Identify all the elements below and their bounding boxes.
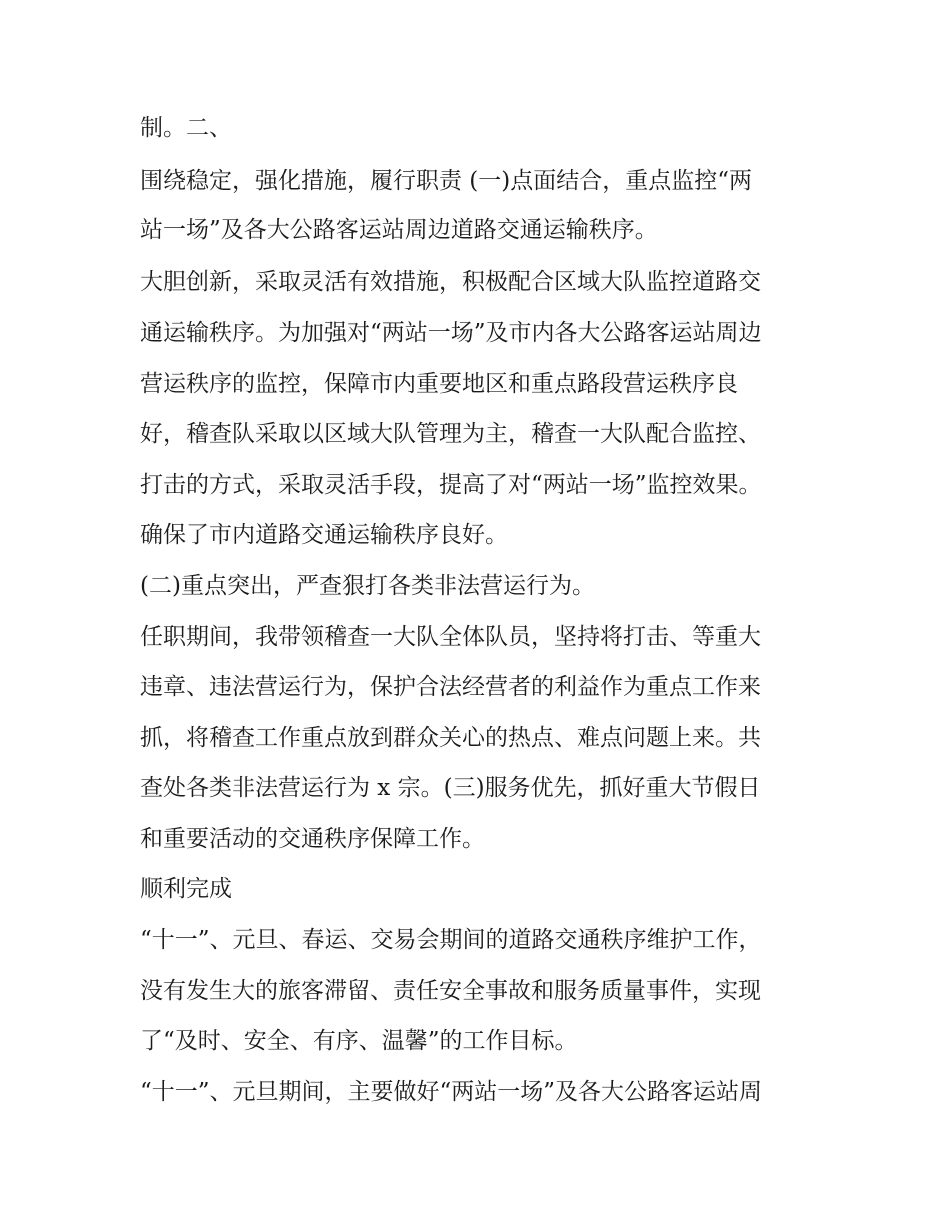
text-line: 任职期间，我带领稽查一大队全体队员，坚持将打击、等重大 <box>140 624 761 650</box>
text-line: 营运秩序的监控，保障市内重要地区和重点路段营运秩序良 <box>140 371 738 397</box>
text-line: 没有发生大的旅客滞留、责任安全事故和服务质量事件，实现 <box>140 978 761 1004</box>
text-line: (二)重点突出，严查狠打各类非法营运行为。 <box>140 573 595 599</box>
text-line: 制。二、 <box>140 115 232 141</box>
text-line: “十一”、元旦期间，主要做好“两站一场”及各大公路客运站周 <box>140 1079 763 1105</box>
text-line: 通运输秩序。为加强对“两站一场”及市内各大公路客运站周边 <box>140 320 762 346</box>
text-line: 大胆创新，采取灵活有效措施，积极配合区域大队监控道路交 <box>140 269 761 295</box>
text-line: 站一场”及各大公路客运站周边道路交通运输秩序。 <box>140 217 658 243</box>
text-line: 打击的方式，采取灵活手段，提高了对“两站一场”监控效果。 <box>140 472 762 498</box>
text-line: 围绕稳定，强化措施，履行职责 (一)点面结合，重点监控“两 <box>140 168 753 194</box>
text-line: 和重要活动的交通秩序保障工作。 <box>140 826 485 852</box>
text-line: 好，稽查队采取以区域大队管理为主，稽查一大队配合监控、 <box>140 421 761 447</box>
text-line: 顺利完成 <box>140 876 232 902</box>
text-line: 违章、违法营运行为，保护合法经营者的利益作为重点工作来 <box>140 674 761 700</box>
text-line: 查处各类非法营运行为 x 宗。(三)服务优先，抓好重大节假日 <box>140 775 761 801</box>
text-line: “十一”、元旦、春运、交易会期间的道路交通秩序维护工作， <box>140 927 762 953</box>
text-line: 确保了市内道路交通运输秩序良好。 <box>140 522 508 548</box>
text-line: 了“及时、安全、有序、温馨”的工作目标。 <box>140 1028 578 1054</box>
text-line: 抓，将稽查工作重点放到群众关心的热点、难点问题上来。共 <box>140 725 761 751</box>
